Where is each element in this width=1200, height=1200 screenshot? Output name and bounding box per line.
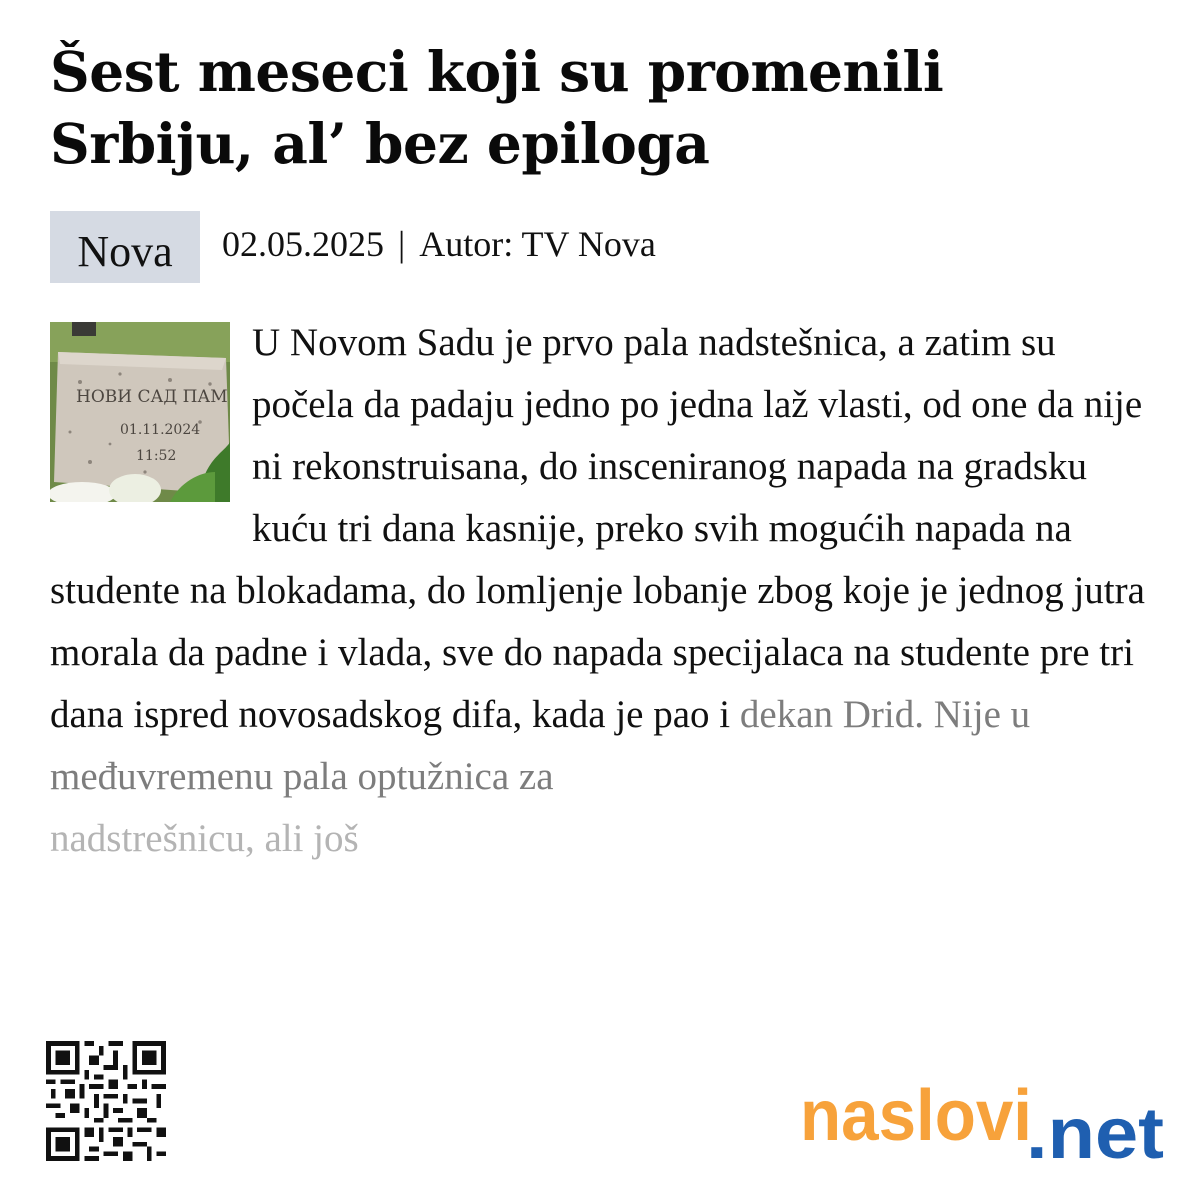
qr-code-icon[interactable] (46, 1038, 166, 1164)
article-author: Autor: TV Nova (419, 224, 656, 264)
logo-text-naslovi: naslovi (800, 1076, 1032, 1156)
article-text-fade: dekan Drid. Nije u međuvremenu pala optužnica za (50, 693, 1031, 798)
meta-separator: | (398, 224, 406, 264)
article-headline[interactable]: Šest meseci koji su promenili Srbiju, al’ bez epiloga (50, 39, 944, 176)
stone-inscription-1: НОВИ САД ПАМ (76, 387, 228, 407)
article-body (50, 312, 1160, 870)
article-text-fade-end: nadstrešnicu, ali još (50, 817, 359, 860)
logo-text-net: .net (1026, 1094, 1164, 1162)
article-meta (50, 211, 656, 283)
stone-inscription-2: 01.11.2024 (120, 422, 201, 438)
article-thumbnail[interactable] (50, 322, 230, 502)
meta-info (222, 223, 656, 265)
naslovi-net-logo[interactable] (800, 1062, 1164, 1162)
stone-inscription-3: 11:52 (136, 448, 177, 464)
source-badge[interactable]: Nova (50, 211, 200, 283)
publish-date: 02.05.2025 (222, 224, 384, 264)
article-text: U Novom Sadu je prvo pala nadstešnica, a zatim su počela da padaju jedno po jedna laž vlasti, od one da nije ni rekonstruisana, do insceniranog napada na gradsku kuću tri dana kasnije, preko svih mogućih napada na studente na blokadama, do lomljenje lobanje zbog koje je jednog jutra morala da padne i vlada, sve do napada specijalaca na studente pre tri dana ispred novosadskog difa, kada je pao i (50, 321, 1145, 736)
